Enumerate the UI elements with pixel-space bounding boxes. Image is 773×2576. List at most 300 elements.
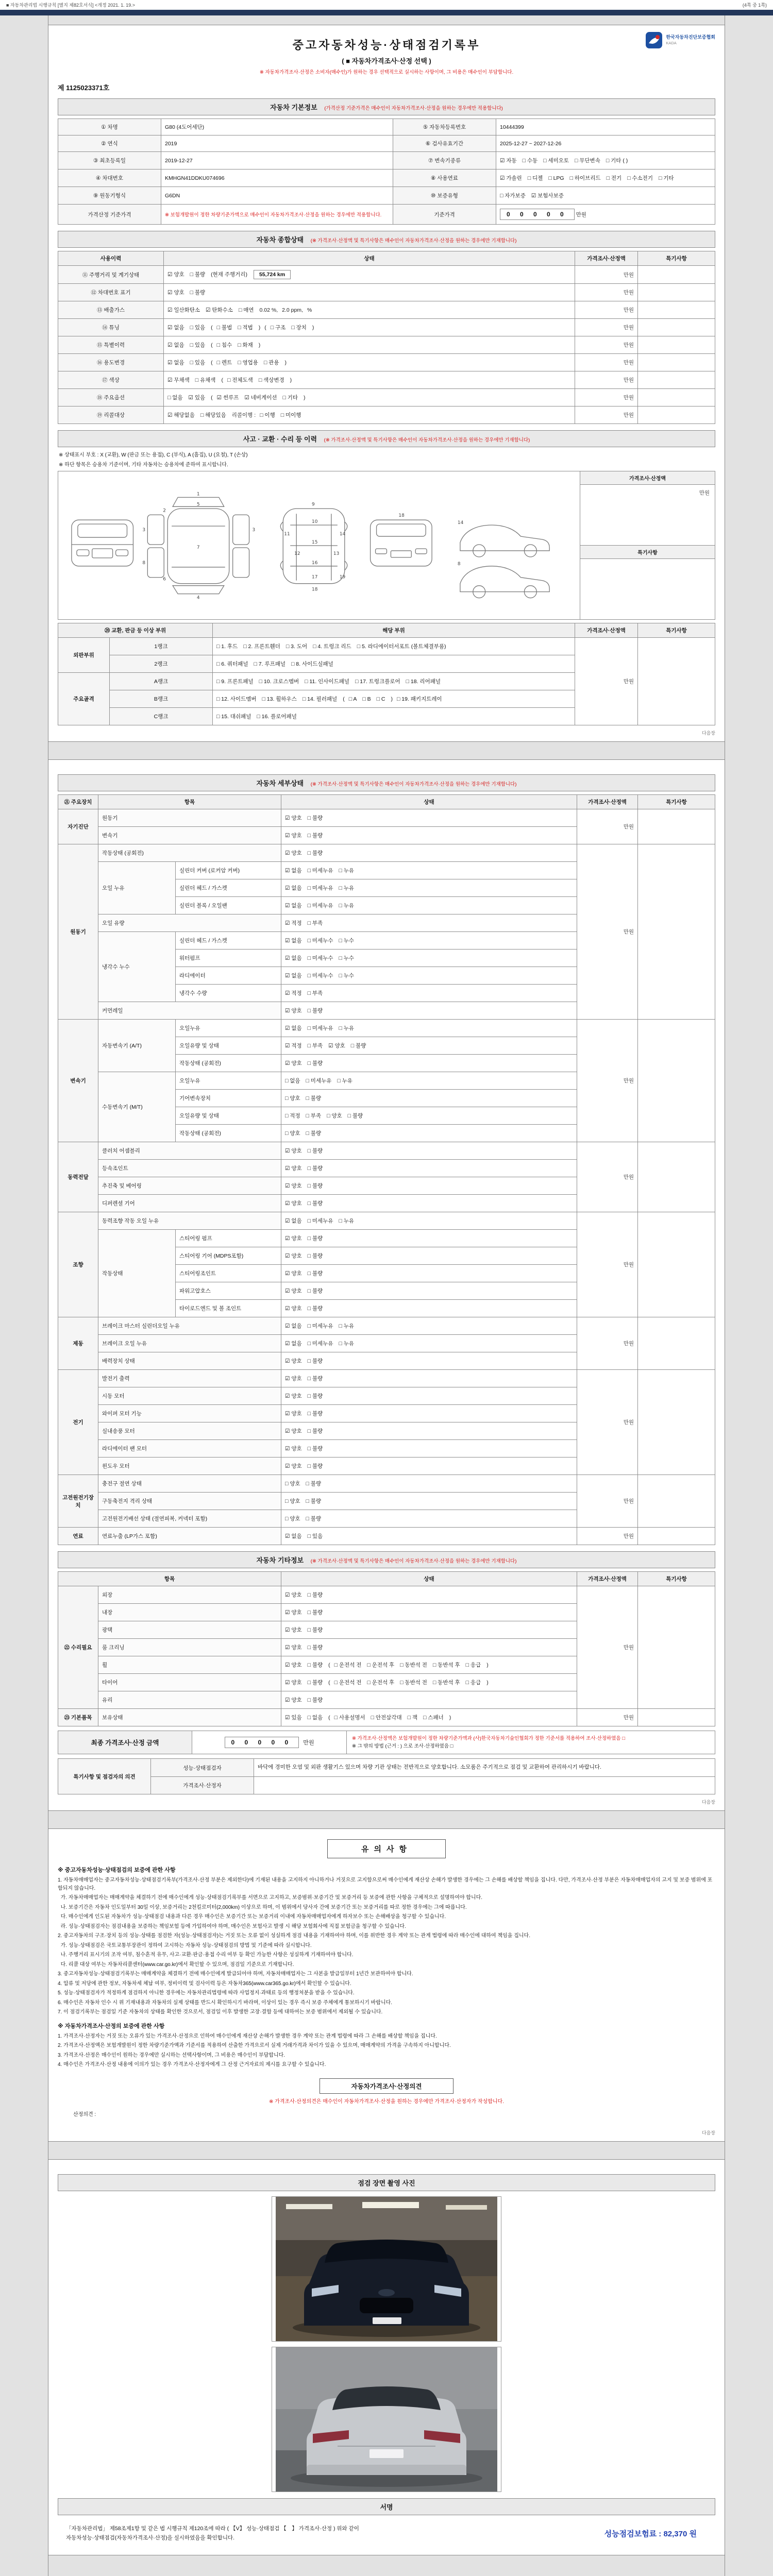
checkbox-unchecked: □ 불량 <box>307 1148 323 1154</box>
svg-text:8: 8 <box>142 560 146 566</box>
col-note: 특기사항 <box>638 1572 715 1586</box>
state-cell <box>281 950 577 967</box>
checkbox-checked: ☑ 양호 <box>285 1592 302 1598</box>
subitem-label: 실린더 블록 / 오일팬 <box>176 897 281 914</box>
svg-text:14: 14 <box>339 532 346 537</box>
note-cell <box>638 1528 715 1545</box>
table-row <box>58 205 715 225</box>
table-row <box>58 1586 715 1604</box>
table-row <box>58 152 715 170</box>
checkbox-unchecked: □ 누유 <box>339 1025 355 1031</box>
rank-items <box>213 673 575 690</box>
col-price: 가격조사·산정액 <box>575 251 638 266</box>
checkbox-unchecked: □ 양호 <box>285 1095 300 1101</box>
sheet-detail-state <box>48 759 725 1811</box>
signature-line-2: 자동차성능·상태점검(자동차가격조사·산정)을 실시하였음을 확인합니다. <box>66 2534 235 2541</box>
checkbox-checked: ☑ 양호 <box>285 1148 302 1154</box>
group-label: 전기 <box>58 1370 98 1475</box>
checkbox-unchecked: □ 불량 <box>307 1662 323 1668</box>
etc-info-body <box>58 1586 715 1726</box>
checkbox-unchecked: □ 누수 <box>339 955 355 961</box>
association-logo <box>645 31 715 49</box>
checkbox-unchecked: □ 불량 <box>307 1253 323 1259</box>
checkbox-checked: ☑ 양호 <box>285 850 302 856</box>
checkbox-unchecked: □ C <box>376 696 385 702</box>
diagram-price-sidebar <box>580 471 715 619</box>
note-cell <box>638 809 715 844</box>
state-cell <box>281 1090 577 1107</box>
overall-state-table <box>58 251 715 424</box>
checkbox-unchecked: □ 불량 <box>307 1627 323 1633</box>
price-cell: 만원 <box>575 406 638 424</box>
note-cell <box>638 336 715 354</box>
checkbox-unchecked: □ 불량 <box>307 1463 323 1469</box>
col-note: 특기사항 <box>638 795 715 809</box>
checkbox-checked: ☑ 없음 <box>285 1218 302 1224</box>
registration-number-value: 10444399 <box>496 119 715 135</box>
state-cell <box>281 1142 577 1160</box>
state-cell <box>281 879 577 897</box>
state-cell <box>281 1177 577 1195</box>
notice-line: 2. 가격조사·산정액은 보험개발원이 정한 차량기준가액과 기준서를 적용하여 산출한 가격으로서 실제 거래가격과 차이가 있을 수 있으며, 매매계약의 가격을 구속하지 아니합니다. <box>58 2043 451 2049</box>
checkbox-unchecked: □ 운전석 전 <box>334 1680 362 1686</box>
checkbox-checked: ☑ 양호 <box>285 1008 302 1014</box>
checkbox-unchecked: □ 불량 <box>306 1130 322 1137</box>
checkbox-unchecked: □ 적정 <box>285 1113 300 1119</box>
checkbox-unchecked: □ 없음 <box>307 1715 323 1721</box>
price-cell: 만원 <box>577 1142 638 1212</box>
checkbox-unchecked: □ 17. 트렁크플로어 <box>355 679 400 685</box>
checkbox-unchecked: □ 1. 후드 <box>216 643 238 650</box>
price-cell: 만원 <box>575 301 638 319</box>
checkbox-unchecked: □ 운전석 후 <box>367 1680 395 1686</box>
item-label: 브레이크 마스터 실린더오일 누유 <box>98 1317 281 1335</box>
state-cell <box>281 844 577 862</box>
row-label: ⑯ 용도변경 <box>58 354 164 371</box>
group-label: 동력전달 <box>58 1142 98 1212</box>
notice-line: 3. 가격조사·산정은 매수인이 원하는 경우에만 실시하는 선택사항이며, 그 비용은 매수인이 부담합니다. <box>58 2052 285 2058</box>
section-detail-note: (※ 가격조사·산정액 및 특기사항은 매수인이 자동차가격조사·산정을 원하는 경우에만 기재합니다) <box>310 782 517 787</box>
table-row <box>58 284 715 301</box>
table-row <box>58 301 715 319</box>
opinion-title: 자동차가격조사·산정의견 <box>351 2082 422 2090</box>
rank-label: 1랭크 <box>110 638 213 655</box>
section-sign-title: 서명 <box>380 2503 393 2511</box>
subitem-label: 오일유량 및 상태 <box>176 1037 281 1055</box>
field-label: ⑨ 원동기형식 <box>58 187 161 205</box>
section-sign <box>58 2498 715 2515</box>
svg-text:3: 3 <box>252 528 256 533</box>
inline-text: ( <box>211 325 213 331</box>
rank-label: C랭크 <box>110 708 213 725</box>
checkbox-unchecked: □ 누유 <box>339 1341 355 1347</box>
inline-text: ) <box>290 377 292 383</box>
checkbox-unchecked: □ 기타 ( ) <box>606 158 628 164</box>
value-box: 55,724 km <box>254 270 291 279</box>
price-cell: 만원 <box>577 1475 638 1528</box>
state-cell <box>164 284 575 301</box>
checkbox-unchecked: □ 전기 <box>606 175 622 181</box>
group-label: ㉒ 수리필요 <box>58 1586 98 1709</box>
checkbox-unchecked: □ 부족 <box>307 920 323 926</box>
basic-info-table <box>58 118 715 225</box>
checkbox-unchecked: □ 미이행 <box>280 412 301 418</box>
checkbox-unchecked: □ 디젤 <box>527 175 543 181</box>
checkbox-unchecked: □ 불량 <box>307 1376 323 1382</box>
checkbox-unchecked: □ 불량 <box>347 1113 363 1119</box>
row-label: ⑰ 색상 <box>58 371 164 389</box>
item-label: 윈도우 모터 <box>98 1458 281 1475</box>
state-cell <box>281 1107 577 1125</box>
checkbox-unchecked: □ 동반석 전 <box>400 1680 427 1686</box>
checkbox-unchecked: □ 구조 <box>270 325 286 331</box>
svg-text:6: 6 <box>163 577 166 582</box>
note-cell <box>638 319 715 336</box>
item-label: 실내송풍 모터 <box>98 1422 281 1440</box>
subitem-label: 기어변속장치 <box>176 1090 281 1107</box>
state-cell <box>281 1247 577 1265</box>
state-cell <box>281 1510 577 1528</box>
note-cell <box>638 844 715 1020</box>
checkbox-checked: ☑ 없음 <box>285 973 302 979</box>
document-page <box>48 15 725 2576</box>
damage-diagram-row <box>58 471 715 620</box>
etc-info-table <box>58 1571 715 1726</box>
checkbox-unchecked: □ 8. 사이드실패널 <box>291 661 333 667</box>
subitem-label: 워터펌프 <box>176 950 281 967</box>
state-cell <box>281 1709 577 1726</box>
checkbox-checked: ☑ 양호 <box>285 1235 302 1242</box>
checkbox-unchecked: □ 16. 플로어패널 <box>257 714 297 720</box>
price-cell: 만원 <box>575 371 638 389</box>
checkbox-checked: ☑ 없음 <box>285 938 302 944</box>
checkbox-checked: ☑ 양호 <box>285 1446 302 1452</box>
table-row <box>58 1759 715 1777</box>
checkbox-unchecked: □ 응급 <box>465 1662 481 1668</box>
table-row <box>58 354 715 371</box>
checkbox-unchecked: □ 하이브리드 <box>569 175 601 181</box>
inline-text: 2.0 ppm, <box>282 307 303 313</box>
checkbox-checked: ☑ 양호 <box>285 1060 302 1066</box>
col-price: 가격조사·산정액 <box>577 1572 638 1586</box>
checkbox-unchecked: □ 불량 <box>307 1609 323 1616</box>
checkbox-checked: ☑ 없음 <box>285 955 302 961</box>
checkbox-unchecked: □ 19. 패키지트레이 <box>397 696 442 702</box>
fuel-checkboxes <box>496 170 715 187</box>
opinion-note: ※ 가격조사·산정의견은 매수인이 자동차가격조사·산정을 원하는 경우에만 가격조사·산정자가 작성합니다. <box>269 2098 504 2105</box>
state-cell <box>281 1422 577 1440</box>
price-cell: 만원 <box>575 638 638 725</box>
row-label: ⑲ 리콜대상 <box>58 406 164 424</box>
section-overall-state <box>58 231 715 248</box>
table-row <box>58 406 715 424</box>
region-label: 외판부위 <box>58 638 110 673</box>
checkbox-checked: ☑ 양호 <box>285 1253 302 1259</box>
state-cell <box>281 1055 577 1072</box>
checkbox-unchecked: □ 적법 <box>238 325 253 331</box>
note-cell <box>638 638 715 725</box>
checkbox-checked: ☑ 있음 <box>285 1715 302 1721</box>
damage-code-legend2: ※ 하단 항목은 승용차 기준이며, 기타 자동차는 승용차에 준하여 표시합니다. <box>59 462 228 468</box>
remarks-title: 특기사항 및 점검자의 의견 <box>58 1759 151 1794</box>
checkbox-unchecked: □ 렌트 <box>216 360 232 366</box>
item-label: 등속조인트 <box>98 1160 281 1177</box>
inspection-insurance-fee <box>604 2528 707 2539</box>
sheet-photos-sign <box>48 2159 725 2556</box>
checkbox-unchecked: □ 부족 <box>307 1043 323 1049</box>
state-cell <box>281 985 577 1002</box>
state-cell <box>281 1125 577 1142</box>
table-row <box>58 1370 715 1387</box>
checkbox-checked: ☑ 가솔린 <box>500 175 522 181</box>
form-reference-line <box>0 0 773 10</box>
state-cell <box>281 1037 577 1055</box>
checkbox-unchecked: □ 불량 <box>307 1165 323 1172</box>
next-page-marker: 다음장 <box>701 731 715 736</box>
state-cell <box>281 1405 577 1422</box>
checkbox-unchecked: □ 이행 <box>260 412 275 418</box>
vehicle-damage-diagram <box>58 471 580 619</box>
item-label: 타이어 <box>98 1674 281 1691</box>
checkbox-unchecked: □ 장치 <box>291 325 307 331</box>
checkbox-unchecked: □ 누유 <box>339 1323 355 1329</box>
svg-text:1: 1 <box>196 492 200 497</box>
logo-org-en: KADA <box>666 40 677 45</box>
section-overall-title: 자동차 종합상태 <box>256 236 304 244</box>
inline-text: ) <box>304 395 306 401</box>
checkbox-checked: ☑ 양호 <box>285 1411 302 1417</box>
inline-text: 0.02 %, <box>259 307 278 313</box>
state-cell <box>281 897 577 914</box>
signature-statement <box>66 2524 359 2543</box>
opinion-title-box <box>320 2078 453 2094</box>
state-cell <box>164 354 575 371</box>
checkbox-unchecked: □ 화재 <box>238 342 253 348</box>
checkbox-checked: ☑ 탄화수소 <box>206 307 233 313</box>
item-label: 고전원전기배선 상태 (절연피복, 커넥터 포함) <box>98 1510 281 1528</box>
checkbox-unchecked: □ 색상변경 <box>258 377 284 383</box>
checkbox-checked: ☑ 양호 <box>285 1183 302 1189</box>
checkbox-checked: ☑ 양호 <box>285 1200 302 1207</box>
notice-head-1: ※ 중고자동차성능·상태점검의 보증에 관한 사항 <box>58 1867 176 1874</box>
section-detail-state <box>58 774 715 791</box>
checkbox-checked: ☑ 양호 <box>285 1627 302 1633</box>
checkbox-unchecked: □ 자가보증 <box>500 193 526 199</box>
group-label: 자기진단 <box>58 809 98 844</box>
state-cell <box>281 1528 577 1545</box>
checkbox-checked: ☑ 양호 <box>285 1288 302 1294</box>
base-price-digits: 0 0 0 0 0 <box>500 209 575 220</box>
subitem-label: 타이로드엔드 및 볼 조인트 <box>176 1300 281 1317</box>
notice-line: 가. 자동차매매업자는 매매계약을 체결하기 전에 매수인에게 성능·상태점검기록부를 서면으로 고지하고, 보증범위·보증기간 및 보증거리 등 보증에 관한 사항을 구체적으로 설명하여야 합니다. <box>58 1895 483 1901</box>
checkbox-unchecked: □ 기타 <box>658 175 674 181</box>
state-cell <box>281 1621 577 1639</box>
price-cell: 만원 <box>577 844 638 1020</box>
table-row <box>58 336 715 354</box>
final-price-unit: 만원 <box>303 1740 314 1747</box>
price-cell: 만원 <box>575 319 638 336</box>
inspection-photo-front <box>272 2196 501 2342</box>
checkbox-unchecked: □ 불량 <box>306 1095 322 1101</box>
item-label: 충전구 절연 상태 <box>98 1475 281 1493</box>
field-label: ④ 차대번호 <box>58 170 161 187</box>
checkbox-checked: ☑ 양호 <box>285 1270 302 1277</box>
remarks-table <box>58 1758 715 1794</box>
sheet-basic-info <box>48 25 725 742</box>
item-label: 휠 <box>98 1656 281 1674</box>
item-label: 구동축전지 격리 상태 <box>98 1493 281 1510</box>
checkbox-unchecked: □ 미세누유 <box>307 1341 333 1347</box>
inspection-photo-rear <box>272 2347 501 2492</box>
svg-text:7: 7 <box>196 545 200 550</box>
item-label: 오일 유량 <box>98 914 281 932</box>
field-label: ⑩ 보증유형 <box>393 187 496 205</box>
subitem-label: 냉각수 수량 <box>176 985 281 1002</box>
checkbox-unchecked: □ 양호 <box>327 1113 342 1119</box>
checkbox-checked: ☑ 무채색 <box>167 377 190 383</box>
checkbox-unchecked: □ 14. 필러패널 <box>302 696 338 702</box>
svg-text:13: 13 <box>333 551 340 556</box>
checkbox-unchecked: □ 미세누유 <box>307 1218 333 1224</box>
inspection-validity-value: 2025-12-27 ~ 2027-12-26 <box>496 135 715 152</box>
checkbox-checked: ☑ 없음 <box>285 1533 302 1539</box>
association-logo-icon <box>645 31 663 49</box>
state-cell <box>164 406 575 424</box>
table-row <box>58 371 715 389</box>
svg-text:16: 16 <box>312 560 318 566</box>
checkbox-unchecked: □ 불량 <box>307 1358 323 1364</box>
state-cell <box>281 1639 577 1656</box>
checkbox-checked: ☑ 없음 <box>285 1341 302 1347</box>
subitem-label: 스티어링 펌프 <box>176 1230 281 1247</box>
inline-text: ) <box>258 342 261 348</box>
subitem-label: 실린더 헤드 / 가스켓 <box>176 879 281 897</box>
group-label: 변속기 <box>58 1020 98 1142</box>
checkbox-unchecked: □ 6. 쿼터패널 <box>216 661 248 667</box>
engine-type-value: G6DN <box>161 187 393 205</box>
group-label: ㉓ 기본품목 <box>58 1709 98 1726</box>
item-label: 자동변속기 (A/T) <box>98 1020 176 1072</box>
note-cell <box>638 354 715 371</box>
row-label: ⑬ 배출가스 <box>58 301 164 319</box>
inline-text: % <box>307 307 312 313</box>
state-cell <box>281 1020 577 1037</box>
svg-text:14: 14 <box>457 520 464 526</box>
state-cell <box>281 1282 577 1300</box>
section-detail-title: 자동차 세부상태 <box>256 779 304 787</box>
appraiser-label: 가격조사·산정자 <box>151 1777 254 1794</box>
checkbox-unchecked: □ 무단변속 <box>575 158 600 164</box>
region-label: 주요골격 <box>58 673 110 725</box>
field-label: ⑤ 자동차등록번호 <box>393 119 496 135</box>
svg-text:19: 19 <box>339 574 346 580</box>
rank-label: B랭크 <box>110 690 213 708</box>
checkbox-checked: ☑ 양호 <box>328 1043 345 1049</box>
checkbox-unchecked: □ 불량 <box>307 1697 323 1703</box>
note-cell <box>638 266 715 284</box>
fee-label: 성능점검보험료 : <box>604 2530 662 2539</box>
final-price-digits: 0 0 0 0 0 <box>225 1737 299 1748</box>
item-label: 연료누출 (LP가스 포함) <box>98 1528 281 1545</box>
table-header-row <box>58 623 715 638</box>
state-cell <box>281 1230 577 1247</box>
item-label: 발전기 출력 <box>98 1370 281 1387</box>
checkbox-checked: ☑ 자동 <box>500 158 517 164</box>
checkbox-unchecked: □ 불량 <box>307 1200 323 1207</box>
checkbox-unchecked: □ 미세누수 <box>307 955 333 961</box>
checkbox-unchecked: □ 수동 <box>522 158 538 164</box>
note-cell <box>638 1475 715 1528</box>
checkbox-unchecked: □ 불량 <box>306 1481 322 1487</box>
item-label: 외장 <box>98 1586 281 1604</box>
notice-line: 다. 리콜 대상 여부는 자동차리콜센터(www.car.go.kr)에서 확인할 수 있으며, 점검일 기준으로 기재합니다. <box>58 1961 294 1968</box>
checkbox-unchecked: □ 불량 <box>307 1393 323 1399</box>
table-row <box>58 1020 715 1037</box>
field-label: ② 연식 <box>58 135 161 152</box>
inline-text: ) <box>312 325 314 331</box>
item-label: 수동변속기 (M/T) <box>98 1072 176 1142</box>
item-label: 변속기 <box>98 827 281 844</box>
col-note: 특기사항 <box>638 251 715 266</box>
note-cell <box>638 301 715 319</box>
price-cell: 만원 <box>577 1020 638 1142</box>
item-label: 광택 <box>98 1621 281 1639</box>
checkbox-unchecked: □ 미세누유 <box>307 903 333 909</box>
table-row <box>58 135 715 152</box>
checkbox-unchecked: □ 미세누유 <box>307 1323 333 1329</box>
state-cell <box>281 1072 577 1090</box>
table-row <box>58 1528 715 1545</box>
inline-text: ( <box>211 395 213 401</box>
sheet-notice <box>48 1828 725 2142</box>
next-page-marker: 다음장 <box>701 1800 715 1805</box>
section-basic-note: (가격산정 기준가격은 매수인이 자동차가격조사·산정을 원하는 경우에만 적용합니다) <box>324 106 503 111</box>
price-cell: 만원 <box>577 1709 638 1726</box>
checkbox-checked: ☑ 양호 <box>167 272 184 278</box>
checkbox-checked: ☑ 양호 <box>285 1662 302 1668</box>
inline-text: ( <box>264 325 266 331</box>
state-cell <box>281 932 577 950</box>
checkbox-unchecked: □ 매연 <box>238 307 254 313</box>
checkbox-unchecked: □ 누유 <box>339 885 355 891</box>
checkbox-unchecked: □ 동반석 후 <box>432 1662 460 1668</box>
checkbox-unchecked: □ 없음 <box>285 1078 300 1084</box>
checkbox-unchecked: □ 불량 <box>307 833 323 839</box>
checkbox-unchecked: □ 운전석 전 <box>334 1662 362 1668</box>
checkbox-unchecked: □ 스패너 <box>423 1715 444 1721</box>
logo-org-name: 한국자동차진단보증협회 <box>666 35 715 40</box>
checkbox-unchecked: □ 해당있음 <box>200 412 226 418</box>
note-cell <box>638 1317 715 1370</box>
subitem-label: 스티어링 기어 (MDPS포함) <box>176 1247 281 1265</box>
col-rank-note: 특기사항 <box>638 623 715 638</box>
table-row <box>58 319 715 336</box>
checkbox-unchecked: □ 9. 프론트패널 <box>216 679 254 685</box>
checkbox-unchecked: □ 미세누유 <box>307 885 333 891</box>
inline-text: ( <box>211 360 213 366</box>
state-cell <box>281 1493 577 1510</box>
notice-lines-1 <box>58 1876 715 2016</box>
item-label: 룸 크리닝 <box>98 1639 281 1656</box>
checkbox-unchecked: □ 영업용 <box>238 360 258 366</box>
checkbox-unchecked: □ 불량 <box>306 1498 322 1504</box>
row-label: ⑮ 특별이력 <box>58 336 164 354</box>
section-overall-note: (※ 가격조사·산정액 및 특기사항은 매수인이 자동차가격조사·산정을 원하는 경우에만 기재합니다) <box>310 238 517 244</box>
rank-items <box>213 638 575 655</box>
checkbox-unchecked: □ 사용설명서 <box>334 1715 365 1721</box>
svg-text:11: 11 <box>284 532 290 537</box>
state-cell <box>281 1317 577 1335</box>
